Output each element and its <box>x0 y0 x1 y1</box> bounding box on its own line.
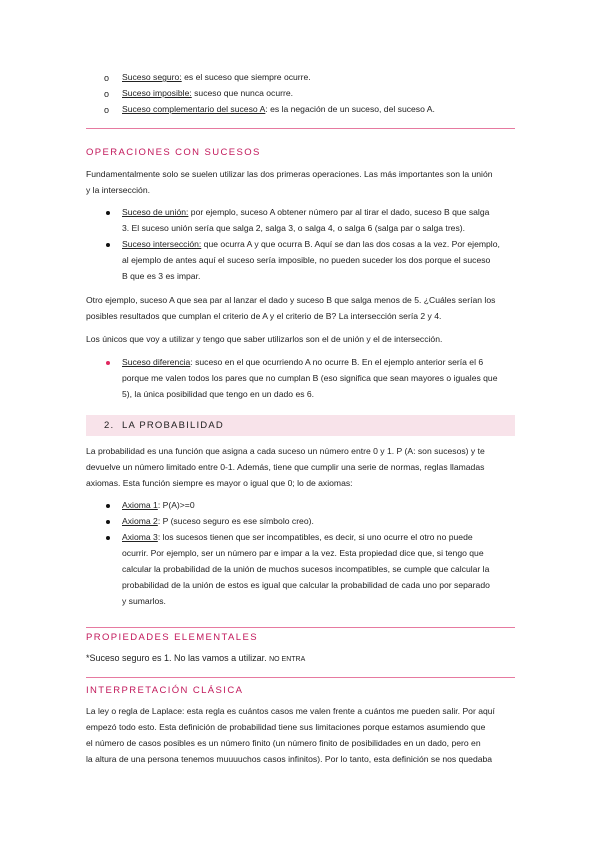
paragraph-line: el número de casos posibles es un número finito (un número finito de posibilidades en un dado, pero en <box>86 738 481 748</box>
list-item-line: ocurrir. Por ejemplo, ser un número par e impar a la vez. Esta propiedad dice que, si tengo que <box>122 548 484 558</box>
paragraph-line: La probabilidad es una función que asigna a cada suceso un número entre 0 y 1. P (A: son sucesos) y te <box>86 446 485 456</box>
list-item-line: probabilidad de la unión de estos es igual que calcular la probabilidad de cada uno por separado <box>122 580 490 590</box>
term: Suceso de unión: <box>122 207 189 217</box>
note-tag: NO ENTRA <box>269 656 306 663</box>
section-heading: OPERACIONES CON SUCESOS <box>86 147 261 158</box>
note-text: *Suceso seguro es 1. No las vamos a utilizar. <box>86 653 267 663</box>
list-item <box>122 529 473 545</box>
list-item-line: porque me valen todos los pares que no cumplan B (eso significa que sean mayores o iguales que <box>122 373 498 383</box>
definition: : los sucesos tienen que ser incompatibles, es decir, si uno ocurre el otro no puede <box>157 532 473 542</box>
circle-bullet-icon: o <box>104 73 110 83</box>
paragraph-line: y la intersección. <box>86 185 151 195</box>
section-heading: PROPIEDADES ELEMENTALES <box>86 632 258 643</box>
bullet-icon <box>106 243 110 247</box>
definition: que ocurra A y que ocurra B. Aquí se dan las dos cosas a la vez. Por ejemplo, <box>201 239 500 249</box>
term: Axioma 3 <box>122 532 158 542</box>
section-divider <box>86 128 515 129</box>
list-item-line: calcular la probabilidad de la unión de muchos sucesos incompatibles, se cumple que calcular la <box>122 564 490 574</box>
definition: : P (suceso seguro es ese símbolo creo). <box>157 516 314 526</box>
section-divider <box>86 627 515 628</box>
definition: suceso que nunca ocurre. <box>191 88 294 98</box>
paragraph-line: devuelve un número limitado entre 0-1. Además, tiene que cumplir una serie de normas, reglas llamadas <box>86 462 485 472</box>
list-item-line: y sumarlos. <box>122 596 166 606</box>
list-item <box>122 497 195 513</box>
circle-bullet-icon: o <box>104 89 110 99</box>
definition: : suceso en el que ocurriendo A no ocurre B. En el ejemplo anterior sería el 6 <box>190 357 484 367</box>
list-item <box>122 204 489 220</box>
bullet-icon <box>106 504 110 508</box>
list-item <box>122 101 435 117</box>
section-heading: INTERPRETACIÓN CLÁSICA <box>86 685 244 696</box>
paragraph-line: Los únicos que voy a utilizar y tengo que saber utilizarlos son el de unión y el de intersección. <box>86 334 443 344</box>
definition: es el suceso que siempre ocurre. <box>181 72 311 82</box>
definition: por ejemplo, suceso A obtener número par al tirar el dado, suceso B que salga <box>188 207 490 217</box>
term: Suceso seguro: <box>122 72 182 82</box>
list-item-line: B que es 3 es impar. <box>122 271 201 281</box>
list-item <box>122 85 293 101</box>
section-number: 2. <box>104 420 115 431</box>
bullet-icon <box>106 536 110 540</box>
term: Suceso intersección: <box>122 239 202 249</box>
term: Suceso complementario del suceso A <box>122 104 266 114</box>
paragraph-line <box>86 650 305 668</box>
paragraph-line: Otro ejemplo, suceso A que sea par al lanzar el dado y suceso B que salga menos de 5. ¿Cuáles serían los <box>86 295 496 305</box>
list-item-line: 3. El suceso unión sería que salga 2, salga 3, o salga 4, o salga 6 (salga par o salga tres). <box>122 223 466 233</box>
list-item-line: 5), la única posibilidad que tengo en un dado es 6. <box>122 389 315 399</box>
list-item <box>122 354 483 370</box>
definition: : P(A)>=0 <box>157 500 195 510</box>
paragraph-line: La ley o regla de Laplace: esta regla es cuántos casos me valen frente a cuántos me pueden salir. Por aquí <box>86 706 495 716</box>
paragraph-line: empezó todo esto. Esta definición de probabilidad tiene sus limitaciones porque estamos asumiendo que <box>86 722 486 732</box>
paragraph-line: Fundamentalmente solo se suelen utilizar las dos primeras operaciones. Las más importantes son la unión <box>86 169 493 179</box>
list-item <box>122 513 314 529</box>
paragraph-line: axiomas. Esta función siempre es mayor o igual que 0; lo de axiomas: <box>86 478 353 488</box>
list-item <box>122 236 500 252</box>
bullet-icon <box>106 520 110 524</box>
term: Suceso diferencia <box>122 357 191 367</box>
list-item-line: al ejemplo de antes aquí el suceso sería imposible, no pueden suceder los dos porque el suceso <box>122 255 491 265</box>
bullet-icon <box>106 211 110 215</box>
list-item <box>122 69 311 85</box>
paragraph-line: la altura de una persona tenemos muuuuchos casos infinitos). Por lo tanto, esta definición se nos quedaba <box>86 754 493 764</box>
section-divider <box>86 677 515 678</box>
term: Suceso imposible: <box>122 88 192 98</box>
term: Axioma 1 <box>122 500 158 510</box>
definition: : es la negación de un suceso, del suceso A. <box>265 104 435 114</box>
paragraph-line: posibles resultados que cumplan el criterio de A y el criterio de B? La intersección sería 2 y 4. <box>86 311 442 321</box>
circle-bullet-icon: o <box>104 105 110 115</box>
term: Axioma 2 <box>122 516 158 526</box>
section-heading: LA PROBABILIDAD <box>122 420 224 431</box>
bullet-icon <box>106 361 110 365</box>
